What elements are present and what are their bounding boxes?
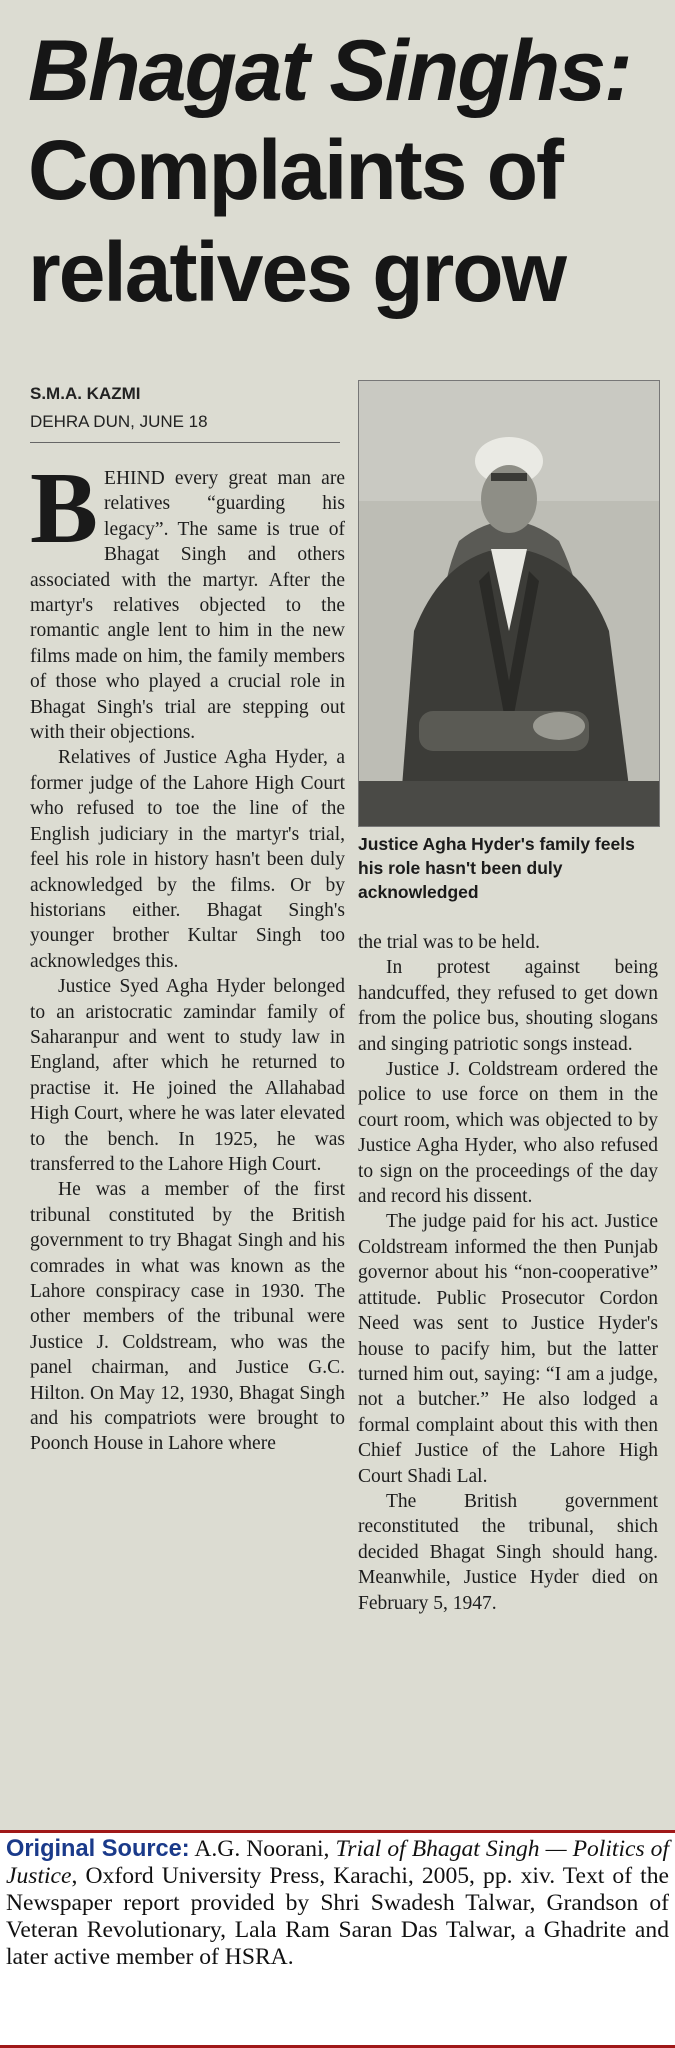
source-label: Original Source: (6, 1836, 190, 1862)
author: S.M.A. KAZMI (30, 384, 141, 403)
headline-line-3: relatives grow (28, 225, 565, 319)
byline (30, 384, 340, 443)
drop-cap: B (30, 452, 99, 565)
headline (28, 23, 668, 319)
paragraph-6: In protest against being handcuffed, they refused to get down from the police bus, shouting slogans and singing patriotic songs instead. (358, 957, 658, 1055)
justice-portrait-photo (358, 380, 660, 827)
paragraph-7: Justice J. Coldstream ordered the police to use force on them in the court room, which was objected to by Justice Agha Hyder, who also refused to sign on the proceedings of the day and record his dissent. (358, 1059, 658, 1208)
paragraph-8: The judge paid for his act. Justice Coldstream informed the then Punjab governor about his “non-cooperative” attitude. Public Prosecutor Cordon Need was sent to Justice Hyder's house to pacify him, but the latter turned him out, saying: “I am a judge, not a butcher.” He also lodged a formal complaint about this with then Chief Justice of the Lahore High Court Shadi Lal. (358, 1211, 658, 1487)
paragraph-1 (30, 452, 345, 745)
headline-line-2: Complaints of (28, 123, 562, 217)
article-column-2 (358, 930, 658, 1616)
paragraph-1-text: EHIND every great man are relatives “guarding his legacy”. The same is true of Bhagat Singh and others associated with the martyr. After the martyr's relatives objected to the romantic angle lent to him in the new films made on him, the family members of those who played a crucial role in Bhagat Singh's trial are stepping out with their objections. (30, 468, 345, 744)
dateline: DEHRA DUN, JUNE 18 (30, 412, 340, 443)
paragraph-2: Relatives of Justice Agha Hyder, a former judge of the Lahore High Court who refused to toe the line of the English judiciary in the martyr's trial, feel his role in history hasn't been duly acknowledged by the films. Or by historians either. Bhagat Singh's younger brother Kultar Singh too acknowledges this. (30, 747, 345, 972)
headline-line-1: Bhagat Singhs: (28, 23, 631, 119)
article-column-1 (30, 452, 345, 1457)
paragraph-5: the trial was to be held. (358, 932, 540, 953)
source-details: , Oxford University Press, Karachi, 2005, pp. xiv. Text of the Newspaper report provided by Shri Swadesh Talwar, Grandson of Veteran Revolutionary, Lala Ram Saran Das Talwar, a Ghadrite and later active member of HSRA. (6, 1863, 669, 1970)
paragraph-4: He was a member of the first tribunal constituted by the British government to try Bhagat Singh and his comrades in what was known as the Lahore conspiracy case in 1930. The other members of the tribunal were Justice J. Coldstream, who was the panel chairman, and Justice G.C. Hilton. On May 12, 1930, Bhagat Singh and his compatriots were brought to Poonch House in Lahore where (30, 1179, 345, 1455)
paragraph-9: The British government reconstituted the tribunal, shich decided Bhagat Singh should hang. Meanwhile, Justice Hyder died on February 5, 1947. (358, 1490, 658, 1614)
portrait-illustration (359, 381, 659, 826)
photo-caption: Justice Agha Hyder's family feels his role hasn't been duly acknowledged (358, 834, 635, 902)
paragraph-3: Justice Syed Agha Hyder belonged to an aristocratic zamindar family of Saharanpur and went to study law in England, after which he returned to practise it. He joined the Allahabad High Court, where he was later elevated to the bench. In 1925, he was transferred to the Lahore High Court. (30, 976, 345, 1175)
source-title: Trial of Bhagat Singh — Politics of Justice (6, 1836, 670, 1889)
source-citation (0, 1830, 675, 2048)
source-author: A.G. Noorani, (194, 1836, 330, 1862)
